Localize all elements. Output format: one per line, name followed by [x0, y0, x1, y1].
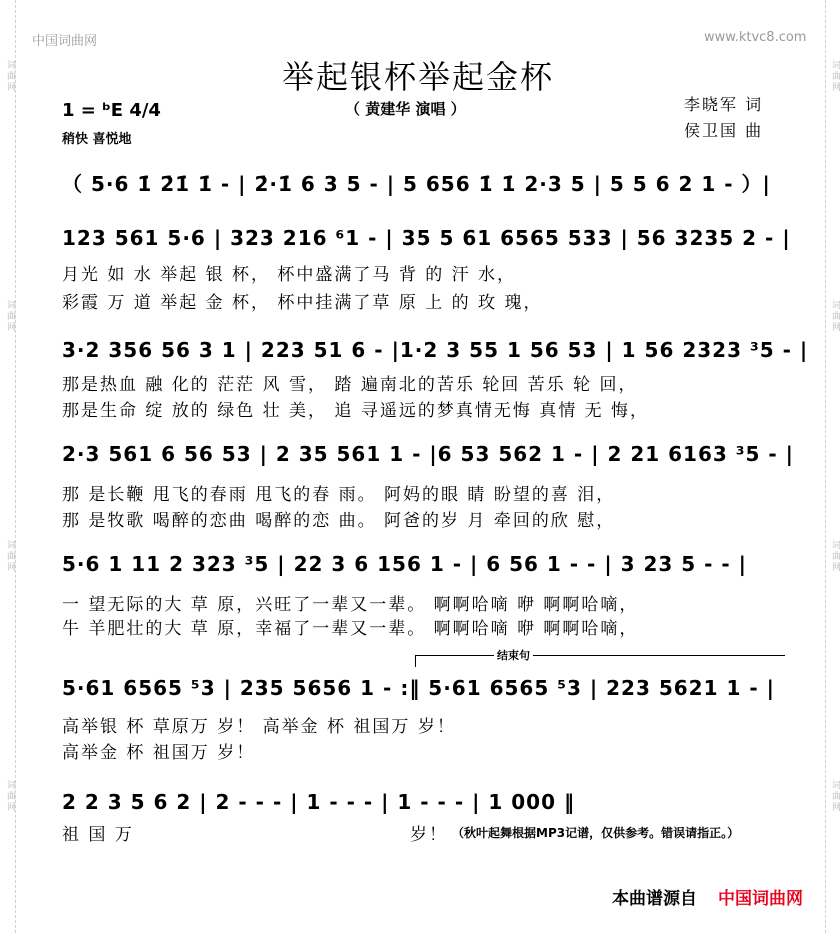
right-side-watermark: 词曲网 — [830, 300, 840, 333]
site-watermark-left: 中国词曲网 — [32, 34, 98, 49]
left-side-watermark: 词曲网 — [5, 780, 15, 813]
left-border-line — [15, 0, 16, 933]
score-row-3-notes: 3·2 356 56 3 1 | 223 51 6 - |1·2 3 55 1 56 53 | 1 56 2323 ³5 - | — [62, 338, 809, 362]
left-side-watermark: 词曲网 — [5, 300, 15, 333]
source-site-link[interactable]: 中国词曲网 — [718, 889, 803, 909]
score-row-6-notes: 5·61 6565 ⁵3 | 235 5656 1 - :‖ 5·61 6565 ⁵3 | 223 5621 1 - | — [62, 676, 775, 700]
score-row-2-lyric-1: 月光 如 水 举起 银 杯， 杯中盛满了马 背 的 汗 水， — [62, 265, 517, 285]
score-row-5-lyric-1: 一 望无际的大 草 原，兴旺了一辈又一辈。 啊啊哈嘀 咿 啊啊哈嘀， — [62, 595, 639, 615]
right-side-watermark: 词曲网 — [830, 780, 840, 813]
score-row-3-lyric-1: 那是热血 融 化的 茫茫 风 雪， 踏 遍南北的苦乐 轮回 苦乐 轮 回， — [62, 375, 638, 395]
score-row-7-lyric-1: 祖 国 万 — [62, 825, 134, 845]
composer-credit: 侯卫国 曲 — [684, 121, 764, 140]
score-row-7-notes: 2 2 3 5 6 2 | 2 - - - | 1 - - - | 1 - - - | 1 000 ‖ — [62, 790, 575, 814]
score-row-2-lyric-2: 彩霞 万 道 举起 金 杯， 杯中挂满了草 原 上 的 玫 瑰， — [62, 293, 543, 313]
site-watermark-right: www.ktvc8.com — [704, 30, 807, 45]
score-row-6-lyric-2: 高举金 杯 祖国万 岁！ — [62, 743, 256, 763]
right-side-watermark: 词曲网 — [830, 540, 840, 573]
score-row-5-notes: 5·6 1 11 2 323 ³5 | 22 3 6 156 1 - | 6 56 1 - - | 3 23 5 - - | — [62, 552, 747, 576]
left-side-watermark: 词曲网 — [5, 540, 15, 573]
lyricist-credit: 李晓军 词 — [684, 95, 764, 114]
score-row-4-lyric-2: 那 是牧歌 喝醉的恋曲 喝醉的恋 曲。 阿爸的岁 月 牵回的欣 慰， — [62, 511, 616, 531]
source-label: 本曲谱源自 — [612, 889, 697, 909]
score-row-7-lyric-end: 岁！ — [410, 825, 448, 845]
song-title: 举起银杯举起金杯 — [282, 58, 555, 96]
score-row-6-lyric-1: 高举银 杯 草原万 岁！ 高举金 杯 祖国万 岁！ — [62, 717, 456, 737]
score-row-2-notes: 123 561 5·6 | 323 216 ⁶1 - | 35 5 61 6565 533 | 56 3235 2 - | — [62, 226, 791, 250]
left-side-watermark: 词曲网 — [5, 60, 15, 93]
score-row-4-lyric-1: 那 是长鞭 甩飞的春雨 甩飞的春 雨。 阿妈的眼 睛 盼望的喜 泪， — [62, 485, 616, 505]
score-row-5-lyric-2: 牛 羊肥壮的大 草 原，幸福了一辈又一辈。 啊啊哈嘀 咿 啊啊哈嘀， — [62, 619, 639, 639]
score-row-3-lyric-2: 那是生命 绽 放的 绿色 壮 美， 追 寻遥远的梦真情无悔 真情 无 悔， — [62, 401, 650, 421]
ending-bracket-tick — [415, 655, 416, 667]
ending-label: 结束句 — [494, 647, 533, 663]
ending-bracket-line — [415, 655, 785, 656]
transcription-note: （秋叶起舞根据MP3记谱，仅供参考。错误请指正。） — [452, 826, 740, 840]
score-row-1-notes: （ 5·6 1̇ 2̇1̇ 1̇ - | 2̇·1̇ 6 3 5 - | 5 656 1̇ 1̇ 2·3 5 | 5 5 6 2 1 - ）| — [62, 172, 771, 196]
singer-credit: （ 黄建华 演唱 ） — [345, 100, 466, 118]
right-side-watermark: 词曲网 — [830, 60, 840, 93]
key-signature: 1 = ᵇE 4/4 — [62, 100, 161, 121]
score-row-4-notes: 2·3 561 6 56 53 | 2 35 561 1 - |6 53 562 1 - | 2 21 6163 ³5 - | — [62, 442, 794, 466]
tempo-marking: 稍快 喜悦地 — [62, 132, 132, 147]
